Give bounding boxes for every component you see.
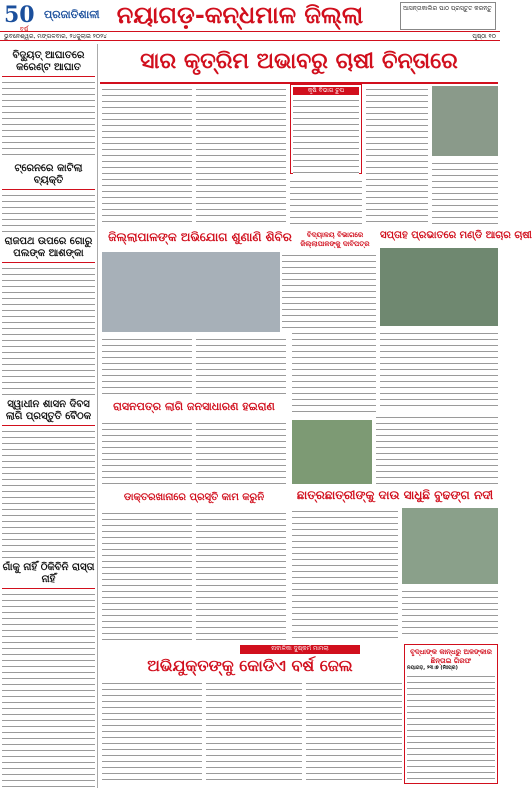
article-body bbox=[432, 160, 498, 226]
news-photo bbox=[292, 420, 372, 484]
newspaper-logo: 50 bbox=[4, 2, 35, 28]
paper-name: ପ୍ରଜାତିଶାଳୀ bbox=[44, 8, 100, 21]
article-body bbox=[2, 428, 95, 558]
logo-tagline: ବର୍ଷ bbox=[19, 26, 29, 33]
article-body bbox=[2, 192, 95, 232]
article-body bbox=[376, 414, 498, 484]
masthead bbox=[0, 0, 500, 50]
doctor-headline: ଡାକ୍ତରଖାନାରେ ପ୍ରସୂତି କାମ କରୁନି bbox=[123, 492, 265, 503]
article-body bbox=[102, 336, 192, 396]
masthead-ad: ଆସନ୍ତାକାଲିର ପାଠ ପ୍ରସ୍ତୁତ କରନ୍ତୁ bbox=[400, 2, 496, 30]
issue-date: ଭୁବନେଶ୍ୱର, ମଙ୍ଗଳବାର, ୨୪ଜୁଲାଇ ୨୦୨୪ bbox=[4, 33, 107, 40]
ration-headline: ରାସନପତ୍ର ଲାଗି ଜନସାଧାରଣ ହଇରାଣ bbox=[113, 400, 275, 413]
left-headline-5: ଗାଁକୁ ନାହିଁ ଠିକିବିନି ରାସ୍ତା ନାହିଁ bbox=[2, 562, 95, 589]
news-photo bbox=[402, 508, 498, 584]
page-number: ପୃଷ୍ଠା ୧୦ bbox=[472, 33, 496, 40]
article-body bbox=[293, 97, 359, 175]
handover-headline: ବିଦ୍ୟାଳୟ ବିଭାଗରେ ଜିଲ୍ଲାପାଳଙ୍କୁ ଦାବିପତ୍ର bbox=[300, 230, 370, 248]
left-column bbox=[0, 44, 98, 788]
article-body bbox=[196, 510, 286, 640]
article-body bbox=[196, 420, 286, 488]
article-body bbox=[2, 591, 95, 791]
article-body bbox=[402, 588, 498, 638]
article-body bbox=[290, 178, 362, 226]
main-headline: ସାର କୃତ୍ରିମ ଅଭାବରୁ ଚାଷୀ ଚିନ୍ତାରେ bbox=[140, 48, 458, 74]
article-body bbox=[366, 86, 428, 226]
article-body bbox=[407, 673, 495, 783]
article-body bbox=[380, 330, 498, 410]
left-headline-2: ଟ୍ରେନରେ କାଟିଲା ବ୍ୟକ୍ତି bbox=[2, 163, 95, 190]
article-body bbox=[102, 420, 192, 488]
article-body bbox=[292, 508, 398, 638]
article-body bbox=[2, 265, 95, 395]
complaint-camp-headline: ଜିଲ୍ଲାପାଳଙ୍କ ଅଭିଯୋଗ ଶୁଣାଣି ଶିବିର bbox=[108, 230, 292, 244]
news-photo bbox=[432, 86, 498, 156]
child-case-headline: ଅଭିଯୁକ୍ତଙ୍କୁ କୋଡିଏ ବର୍ଷ ଜେଲ bbox=[147, 656, 353, 675]
box-title: କୃଷି ବିଭାଗ ଚୁପ bbox=[293, 87, 359, 95]
river-headline: ଛାତ୍ରଛାତ୍ରୀଙ୍କୁ ଦାଉ ସାଧୁଛି ବୁଢଙ୍ଗ ନଦୀ bbox=[296, 488, 494, 502]
article-body bbox=[206, 680, 302, 784]
news-photo bbox=[380, 248, 498, 326]
dateline-bar bbox=[0, 31, 500, 41]
edition-title: ନୟାଗଡ଼-କନ୍ଧମାଳ ଜିଲ୍ଲା bbox=[116, 0, 364, 29]
arrest-box bbox=[404, 644, 498, 784]
article-body bbox=[292, 252, 376, 412]
left-headline-3: ରାଜପଥ ଉପରେ ଗୋରୁ ପଲଙ୍କ ଆଶଙ୍କା bbox=[2, 236, 95, 263]
article-body bbox=[306, 680, 402, 784]
left-headline-4: ସ୍ୱାଧୀନ ଶାସନ ଦିବସ ଲାଗି ପ୍ରସ୍ତୁତି ବୈଠକ bbox=[2, 399, 95, 426]
article-body bbox=[196, 336, 286, 396]
article-body bbox=[2, 79, 95, 159]
article-body bbox=[102, 510, 192, 640]
sidebar-box bbox=[290, 84, 362, 174]
article-body bbox=[196, 86, 286, 226]
news-photo bbox=[102, 252, 280, 332]
dateline: ନୟାଗଡ଼, ୨୩।୭ (ନିଃପ୍ର) bbox=[407, 665, 458, 671]
left-headline-1: ବିଦ୍ୟୁତ୍ ଆଘାତରେ କରେଣ୍ଟ ଆଘାତ bbox=[2, 50, 95, 77]
article-body bbox=[102, 680, 202, 784]
market-headline: ସପ୍ତାହ ପ୍ରଭାତରେ ମଣ୍ଡି ଆଚାର ଚାଷୀ bbox=[380, 230, 532, 241]
article-body bbox=[102, 86, 192, 226]
child-case-tag: ନାବାଳିକା ଦୁଷ୍କର୍ମ ମାମଲା bbox=[240, 645, 360, 654]
arrest-headline: ବୃଦ୍ଧାଙ୍କ କାନ୍ଧରୁ ଅଳଙ୍କାର ଛିନ୍ତାଇ ଗିରଫ bbox=[410, 647, 492, 665]
